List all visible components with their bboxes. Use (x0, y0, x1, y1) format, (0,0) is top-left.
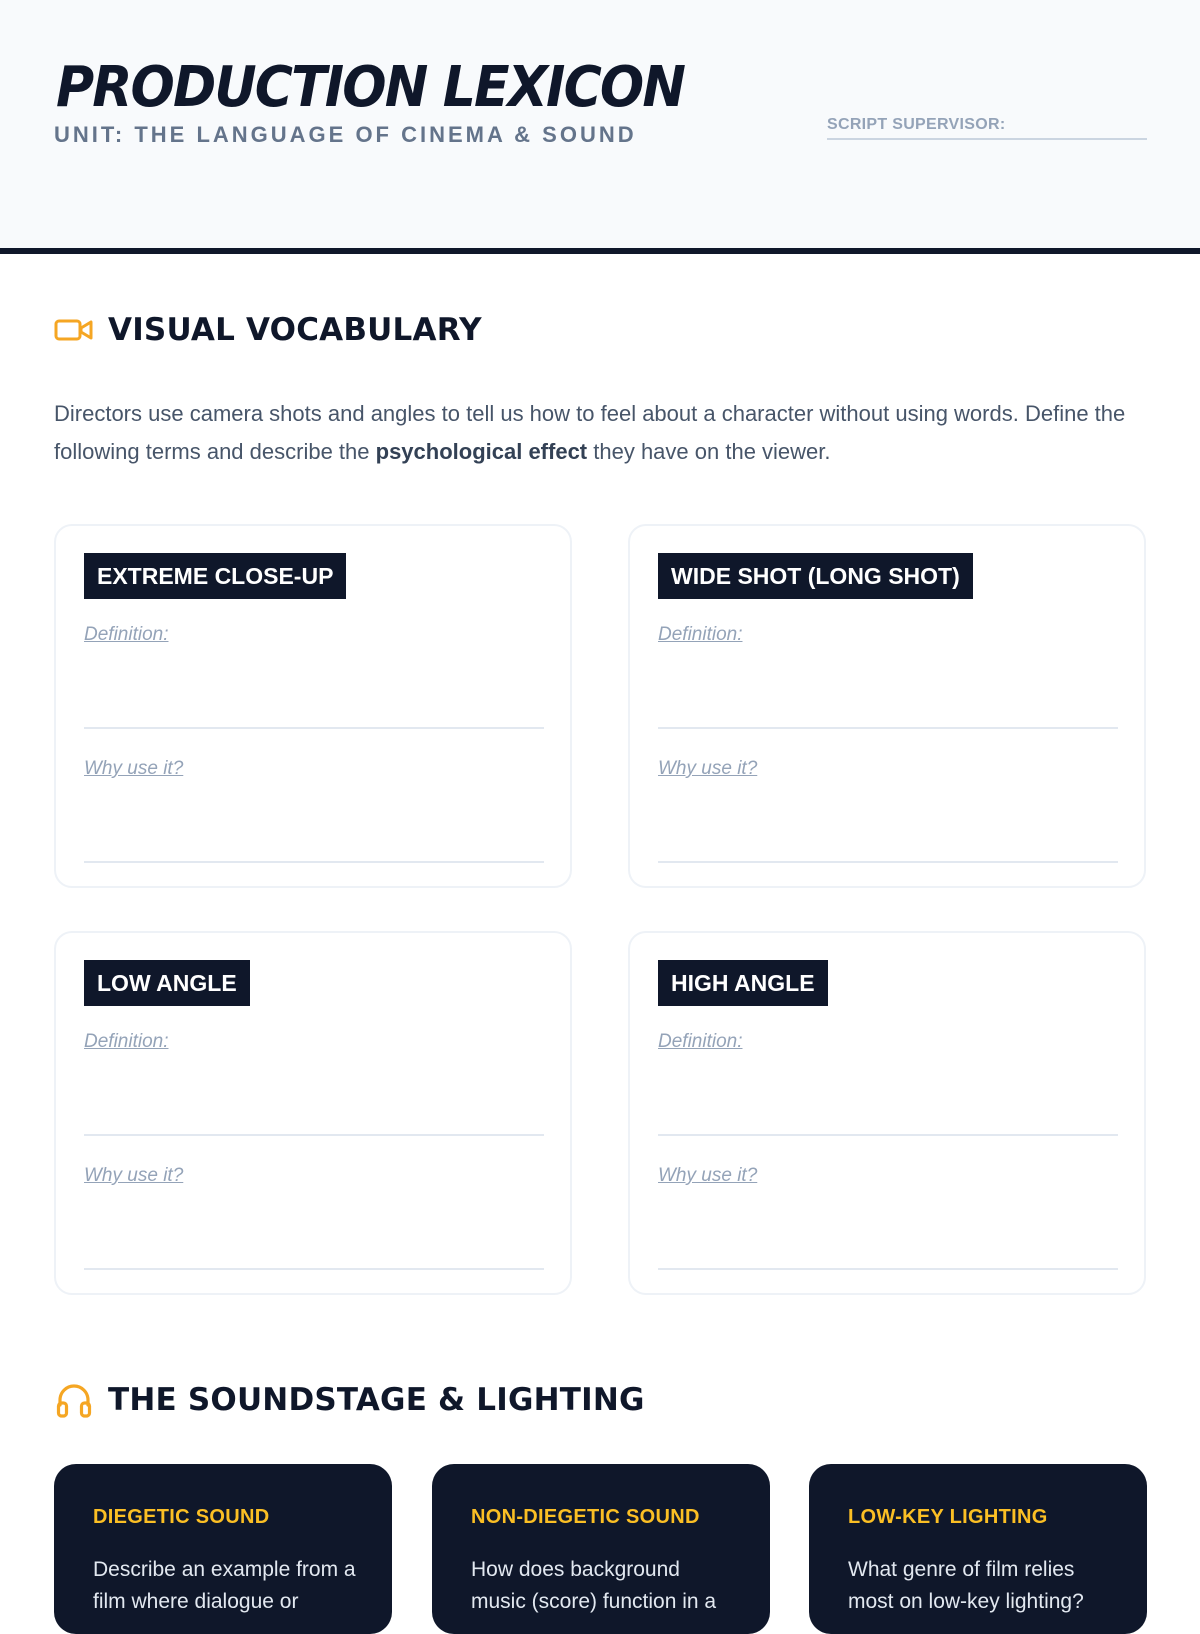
term-badge: WIDE SHOT (LONG SHOT) (658, 553, 973, 599)
concept-card-title: NON-DIEGETIC SOUND (471, 1506, 700, 1528)
term-card-extreme-close-up (54, 524, 572, 888)
definition-label: Definition: (658, 1031, 743, 1052)
definition-label: Definition: (84, 624, 169, 645)
intro-text-start: Directors use camera shots and angles to tell us how to feel about a character without using words. Define the following terms and describe the (54, 401, 1126, 464)
concept-card-title: DIEGETIC SOUND (93, 1506, 270, 1528)
term-badge: LOW ANGLE (84, 960, 250, 1006)
definition-answer-line[interactable] (84, 1134, 544, 1136)
concept-card-prompt: Describe an example from a film where dialogue or (93, 1558, 356, 1613)
script-supervisor-field[interactable] (827, 116, 1147, 140)
soundstage-title: THE SOUNDSTAGE & LIGHTING (108, 1382, 645, 1418)
document-subtitle: UNIT: THE LANGUAGE OF CINEMA & SOUND (54, 122, 637, 147)
concept-card-title: LOW-KEY LIGHTING (848, 1506, 1048, 1528)
definition-answer-line[interactable] (658, 1134, 1118, 1136)
concept-card-low-key-lighting (809, 1464, 1147, 1634)
script-supervisor-label: SCRIPT SUPERVISOR: (827, 116, 1006, 133)
term-card-high-angle (628, 931, 1146, 1295)
concept-card-prompt: How does background music (score) function in a (471, 1558, 717, 1613)
why-use-it-label: Why use it? (658, 758, 758, 779)
definition-answer-line[interactable] (84, 727, 544, 729)
why-use-it-answer-line[interactable] (84, 1268, 544, 1270)
why-use-it-label: Why use it? (84, 1165, 184, 1186)
term-badge: EXTREME CLOSE-UP (84, 553, 346, 599)
term-badge: HIGH ANGLE (658, 960, 828, 1006)
intro-text-end: they have on the viewer. (587, 439, 831, 464)
why-use-it-answer-line[interactable] (84, 861, 544, 863)
concept-card-non-diegetic-sound (432, 1464, 770, 1634)
definition-answer-line[interactable] (658, 727, 1118, 729)
why-use-it-answer-line[interactable] (658, 861, 1118, 863)
why-use-it-label: Why use it? (84, 758, 184, 779)
headphones-icon (54, 1380, 94, 1420)
video-camera-icon (54, 310, 94, 350)
concept-card-diegetic-sound (54, 1464, 392, 1634)
document-title: PRODUCTION LEXICON (56, 55, 685, 120)
concept-card-prompt: What genre of film relies most on low-key lighting? (848, 1558, 1084, 1613)
visual-vocabulary-intro (54, 395, 1154, 471)
why-use-it-label: Why use it? (658, 1165, 758, 1186)
term-card-wide-shot (628, 524, 1146, 888)
visual-vocabulary-title: VISUAL VOCABULARY (108, 312, 482, 348)
definition-label: Definition: (84, 1031, 169, 1052)
intro-text-emphasis: psychological effect (375, 439, 588, 464)
visual-vocabulary-heading (54, 310, 482, 350)
why-use-it-answer-line[interactable] (658, 1268, 1118, 1270)
page-header (0, 0, 1200, 254)
soundstage-heading (54, 1380, 645, 1420)
term-card-low-angle (54, 931, 572, 1295)
definition-label: Definition: (658, 624, 743, 645)
